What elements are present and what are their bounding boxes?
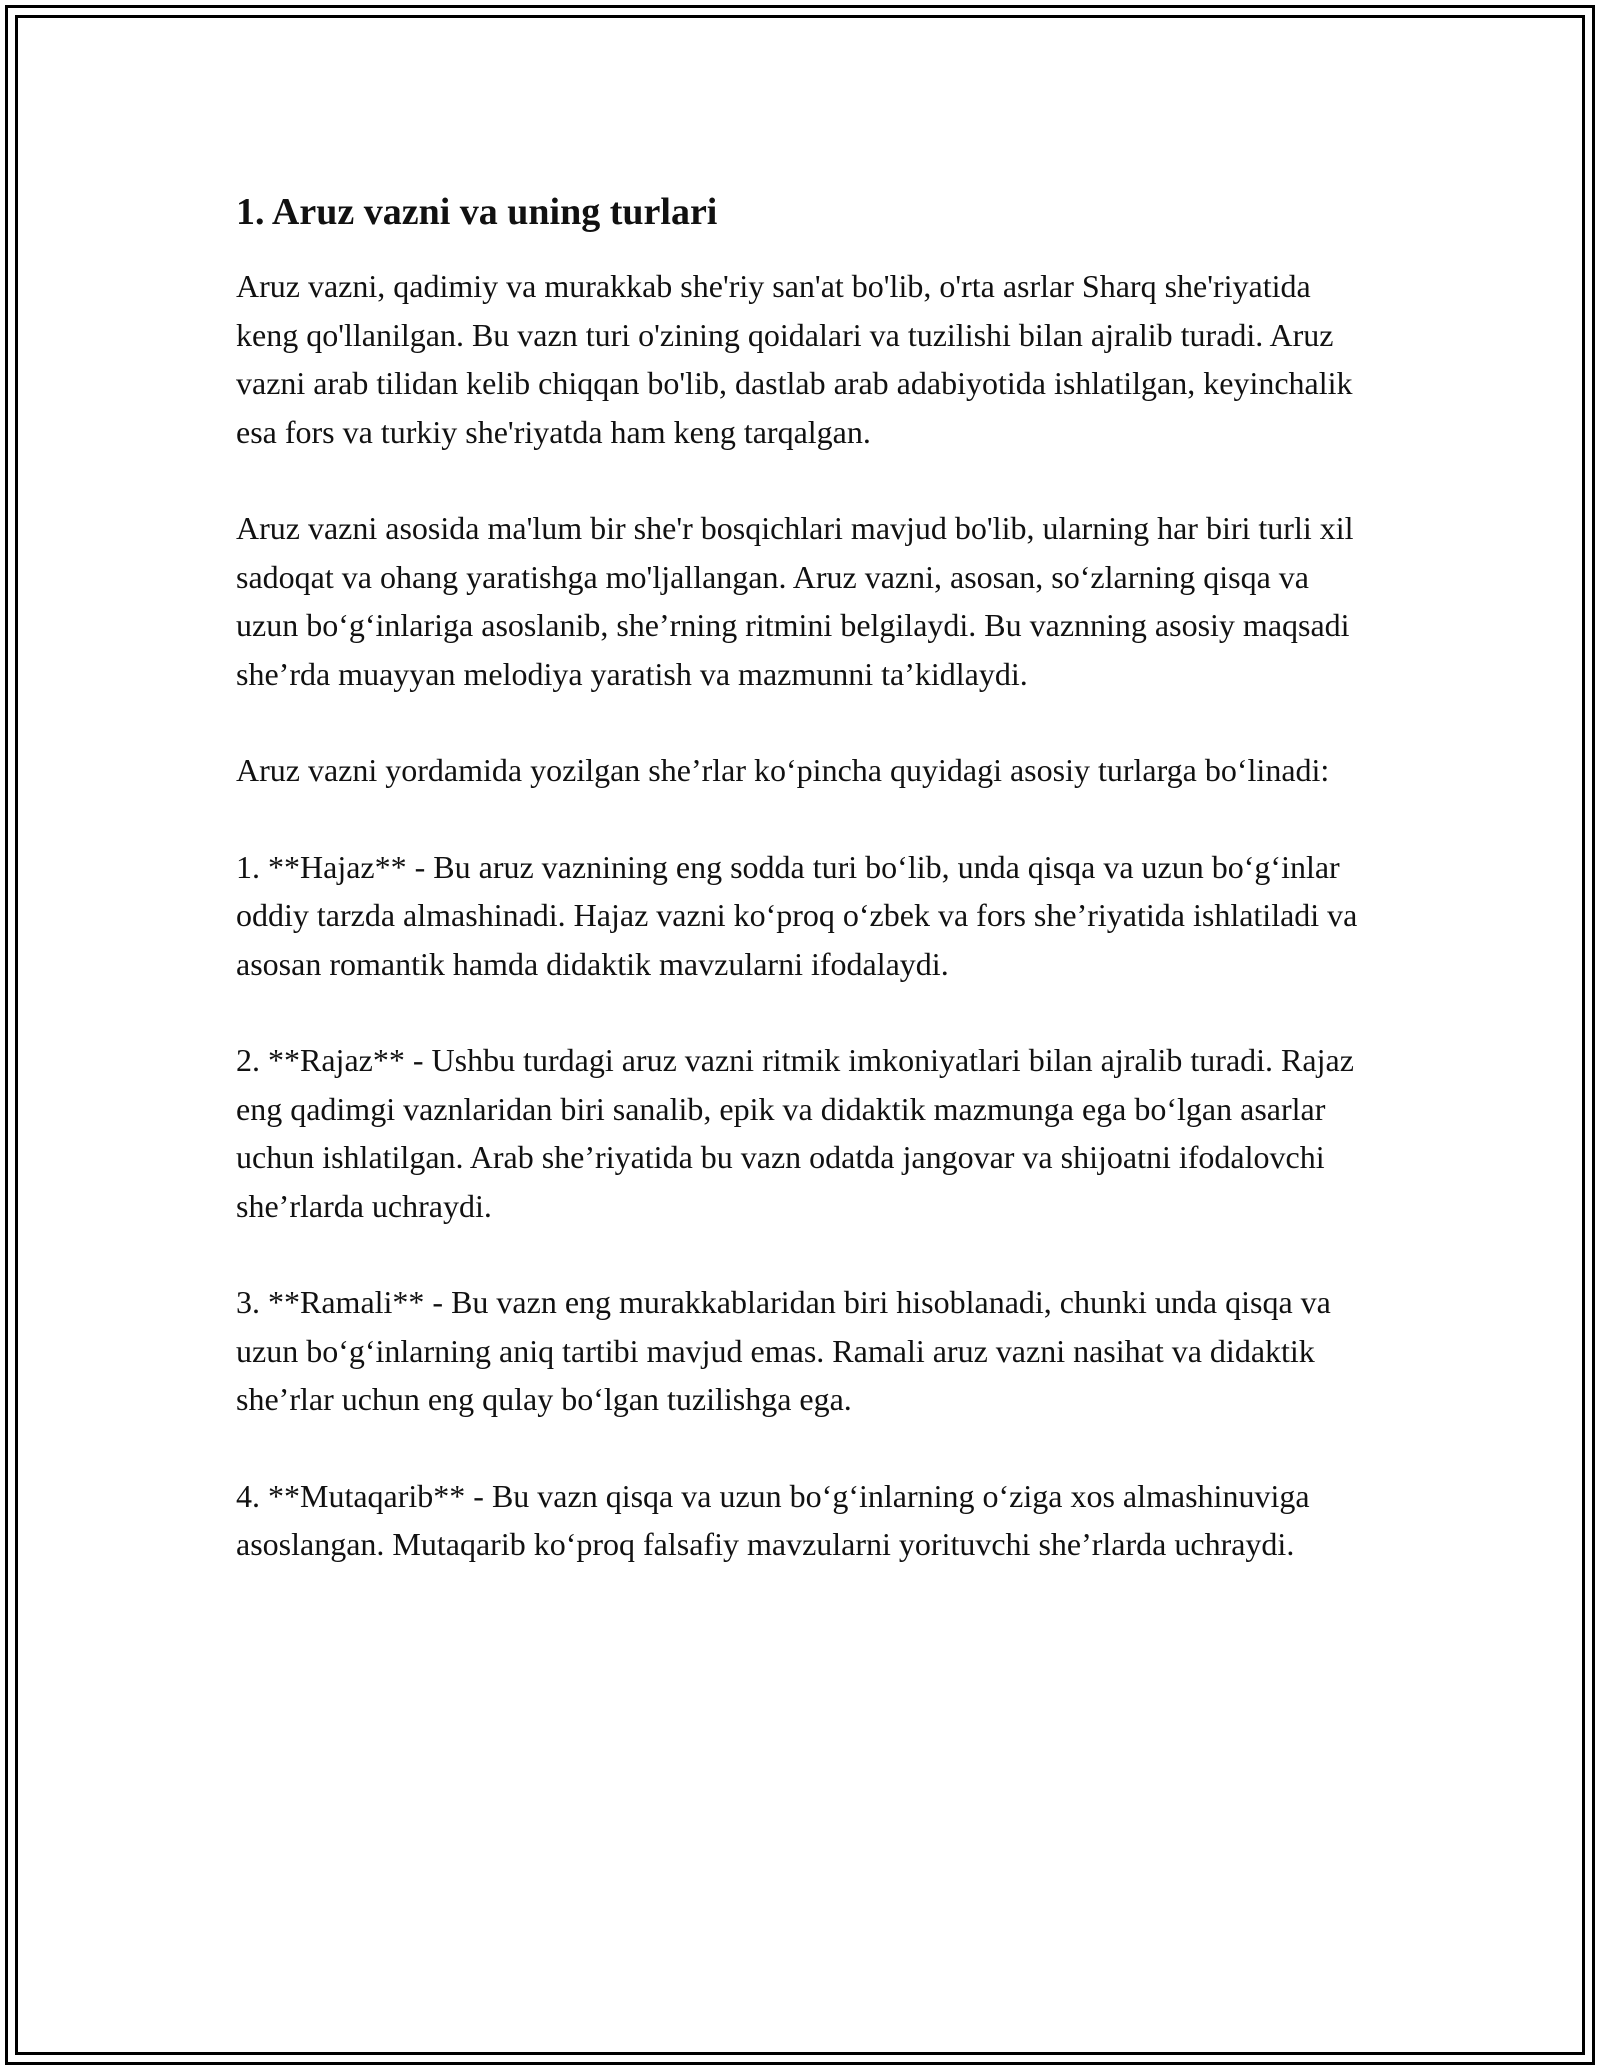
list-item-rajaz: 2. **Rajaz** - Ushbu turdagi aruz vazni ritmik imkoniyatlari bilan ajralib turadi. Rajaz eng qadimgi vaznlaridan biri sanalib, epik va didaktik mazmunga ega bo‘lgan asarlar uchun ishlatilgan. Arab she’riyatida bu vazn odatda jangovar va shijoatni ifodalovchi she’rlarda uchraydi.: [236, 1042, 1354, 1224]
intro-paragraph: Aruz vazni, qadimiy va murakkab she'riy san'at bo'lib, o'rta asrlar Sharq she'riyatida keng qo'llanilgan. Bu vazn turi o'zining qoidalari va tuzilishi bilan ajralib turadi. Aruz vazni arab tilidan kelib chiqqan bo'lib, dastlab arab adabiyotida ishlatilgan, keyinchalik esa fors va turkiy she'riyatda ham keng tarqalgan.: [236, 268, 1353, 450]
list-item-mutaqarib: 4. **Mutaqarib** - Bu vazn qisqa va uzun bo‘g‘inlarning o‘ziga xos almashinuviga asoslangan. Mutaqarib ko‘proq falsafiy mavzularni yorituvchi she’rlarda uchraydi.: [236, 1477, 1310, 1562]
rhythm-paragraph: Aruz vazni asosida ma'lum bir she'r bosqichlari mavjud bo'lib, ularning har biri turli xil sadoqat va ohang yaratishga mo'ljallangan. Aruz vazni, asosan, so‘zlarning qisqa va uzun bo‘g‘inlariga asoslanib, she’rning ritmini belgilaydi. Bu vaznning asosiy maqsadi she’rda muayyan melodiya yaratish va mazmunni ta’kidlaydi.: [236, 510, 1354, 692]
section-heading: 1. Aruz vazni va uning turlari: [236, 191, 718, 233]
types-intro-paragraph: Aruz vazni yordamida yozilgan she’rlar ko‘pincha quyidagi asosiy turlarga bo‘linadi:: [236, 752, 1330, 788]
document-body: [236, 188, 1366, 1617]
list-item-ramali: 3. **Ramali** - Bu vazn eng murakkablaridan biri hisoblanadi, chunki unda qisqa va uzun bo‘g‘inlarning aniq tartibi mavjud emas. Ramali aruz vazni nasihat va didaktik she’rlar uchun eng qulay bo‘lgan tuzilishga ega.: [236, 1284, 1331, 1417]
list-item-hajaz: 1. **Hajaz** - Bu aruz vaznining eng sodda turi bo‘lib, unda qisqa va uzun bo‘g‘inlar oddiy tarzda almashinadi. Hajaz vazni ko‘proq o‘zbek va fors she’riyatida ishlatiladi va asosan romantik hamda didaktik mavzularni ifodalaydi.: [236, 848, 1358, 982]
